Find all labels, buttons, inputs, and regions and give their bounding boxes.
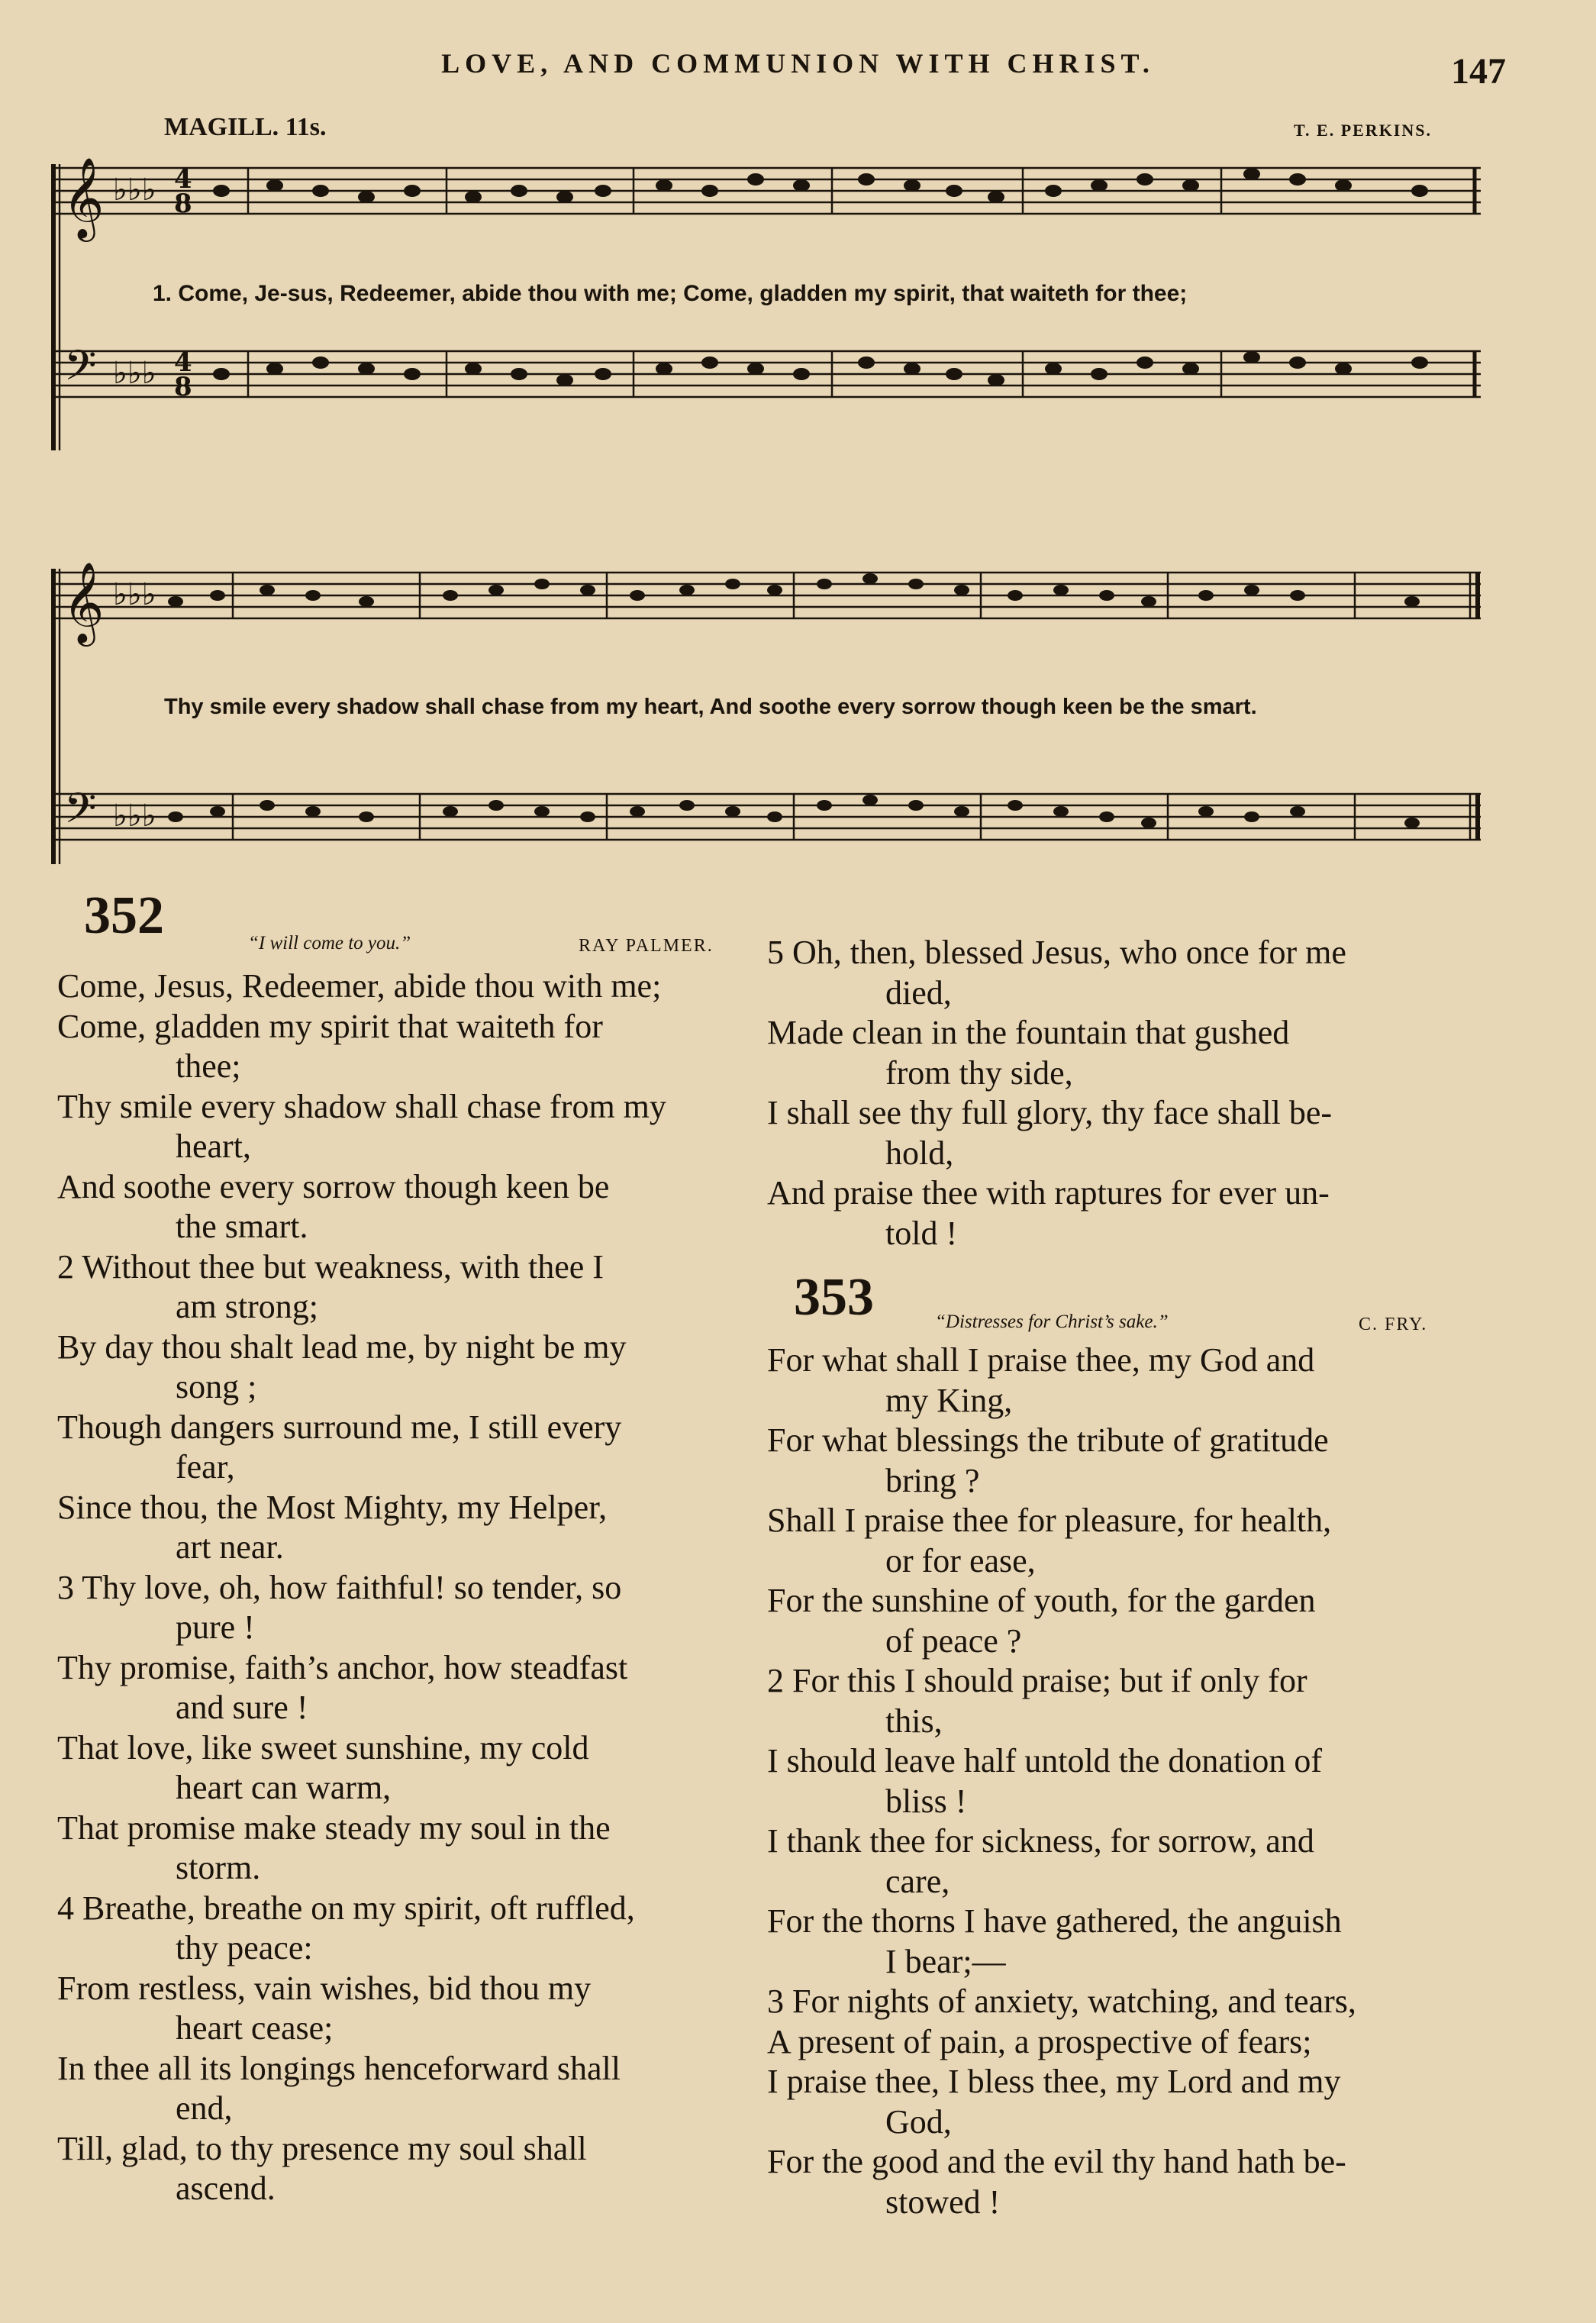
verse-line: Made clean in the fountain that gushed [767,1014,1290,1051]
verse-line: end, [176,2089,233,2127]
hymn-353-author: C. FRY. [1359,1315,1428,1334]
verse-line: from thy side, [885,1053,1073,1092]
verse-line: thy peace: [176,1929,313,1966]
verse-line: Thy smile every shadow shall chase from my [57,1087,666,1125]
treble-staff [53,168,1481,214]
verse-line: Thy promise, faith’s anchor, how steadfast [57,1648,628,1686]
verse-line: bliss ! [885,1782,967,1820]
verse-line: 2 Without thee but weakness, with thee I [57,1247,604,1286]
verse-line: art near. [176,1528,284,1566]
verse-line: And praise thee with raptures for ever un- [767,1174,1330,1212]
verse-line: am strong; [176,1288,318,1325]
svg-text:♭♭♭: ♭♭♭ [113,356,156,391]
verse-line: In thee all its longings henceforward shall [57,2049,621,2087]
svg-text:♭♭♭: ♭♭♭ [113,799,156,834]
verse-line: Shall I praise thee for pleasure, for health, [767,1502,1332,1539]
bass-clef-icon: 𝄢 [64,784,97,843]
bass-notes [214,352,1427,386]
verse-line: song ; [176,1368,257,1405]
verse-line: God, [885,2102,952,2141]
music-lyric-line-1: 1. Come, Je-sus, Redeemer, abide thou with me; Come, gladden my spirit, that waiteth for thee; [153,281,1188,306]
verse-line: 3 For nights of anxiety, watching, and tears, [767,1983,1356,2020]
hymn-352-reference: “I will come to you.” [248,933,411,953]
verse-line: died, [885,973,952,1011]
verse-line: I should leave half untold the donation of [767,1742,1323,1779]
svg-text:♭♭♭: ♭♭♭ [113,173,156,208]
verse-line: this, [885,1702,943,1740]
hymn-number-353: 353 [794,1268,874,1327]
verse-line: Since thou, the Most Mighty, my Helper, [57,1488,608,1526]
verse-line: For the sunshine of youth, for the garden [767,1582,1316,1619]
hymn-352-text [57,966,759,2209]
verse-line: and sure ! [176,1689,308,1726]
verse-line: bring ? [885,1461,980,1499]
verse-line: Till, glad, to thy presence my soul shall [57,2129,587,2167]
treble-notes [214,169,1427,202]
verse-line: I shall see thy full glory, thy face shall be- [767,1094,1333,1131]
verse-line: 5 Oh, then, blessed Jesus, who once for me [767,934,1346,971]
composer: T. E. PERKINS. [1293,121,1432,140]
verse-line: I bear;— [885,1942,1006,1980]
verse-line: 3 Thy love, oh, how faithful! so tender, so [57,1568,622,1606]
svg-text:4: 4 [174,164,192,195]
verse-line: fear, [176,1448,235,1486]
verse-line: told ! [885,1214,958,1252]
verse-line: 2 For this I should praise; but if only for [767,1662,1307,1699]
svg-text:8: 8 [174,372,192,402]
verse-line: For what blessings the tribute of gratitude [767,1421,1329,1459]
verse-line: my King, [885,1381,1013,1419]
verse-line: Though dangers surround me, I still every [57,1408,622,1446]
svg-text:♭♭♭: ♭♭♭ [113,577,156,612]
svg-text:4: 4 [174,347,192,378]
treble-clef-icon: 𝄞 [63,156,105,238]
tune-name: MAGILL. 11s. [164,113,327,141]
hymn-number-352: 352 [84,886,164,945]
verse-line: From restless, vain wishes, bid thou my [57,1969,592,2007]
hymn-352-author: RAY PALMER. [579,936,714,956]
verse-line: of peace ? [885,1621,1022,1660]
verse-line: That love, like sweet sunshine, my cold [57,1728,589,1766]
bass-clef-icon: 𝄢 [64,341,97,400]
verse-line: storm. [176,1849,261,1886]
verse-line: thee; [176,1047,241,1085]
verse-line: ascend. [176,2170,276,2207]
svg-text:8: 8 [174,189,192,219]
verse-line: pure ! [176,1608,255,1646]
verse-line: Come, Jesus, Redeemer, abide thou with me; [57,967,662,1005]
music-system-1 [46,145,1488,481]
verse-line: For what shall I praise thee, my God and [767,1341,1315,1379]
verse-line: I thank thee for sickness, for sorrow, and [767,1822,1314,1860]
running-header: LOVE, AND COMMUNION WITH CHRIST. [441,48,1155,79]
verse-line: stowed ! [885,2183,1001,2221]
verse-line: the smart. [176,1208,308,1245]
verse-line: heart, [176,1128,251,1165]
page-number: 147 [1451,51,1506,92]
verse-line: care, [885,1862,950,1900]
verse-line: By day thou shalt lead me, by night be my [57,1328,627,1366]
treble-clef-icon: 𝄞 [63,561,105,643]
verse-line: That promise make steady my soul in the [57,1808,611,1847]
verse-line: hold, [885,1134,954,1172]
music-lyric-line-2: Thy smile every shadow shall chase from my heart, And soothe every sorrow though keen be the smart. [164,695,1257,719]
verse-line: Come, gladden my spirit that waiteth for [57,1007,603,1045]
hymn-352-verse-5 [767,933,1530,1253]
bass-staff [53,351,1481,397]
verse-line: or for ease, [885,1541,1036,1579]
hymn-353-text [767,1341,1530,2222]
verse-line: 4 Breathe, breathe on my spirit, oft ruffled, [57,1889,635,1927]
verse-line: heart cease; [176,2009,334,2047]
verse-line: heart can warm, [176,1769,392,1806]
verse-line: A present of pain, a prospective of fears; [767,2022,1312,2060]
verse-line: For the good and the evil thy hand hath be- [767,2143,1346,2180]
verse-line: I praise thee, I bless thee, my Lord and my [767,2063,1341,2100]
hymn-353-reference: “Distresses for Christ’s sake.” [935,1312,1169,1332]
verse-line: And soothe every sorrow though keen be [57,1167,610,1205]
verse-line: For the thorns I have gathered, the anguish [767,1902,1342,1940]
